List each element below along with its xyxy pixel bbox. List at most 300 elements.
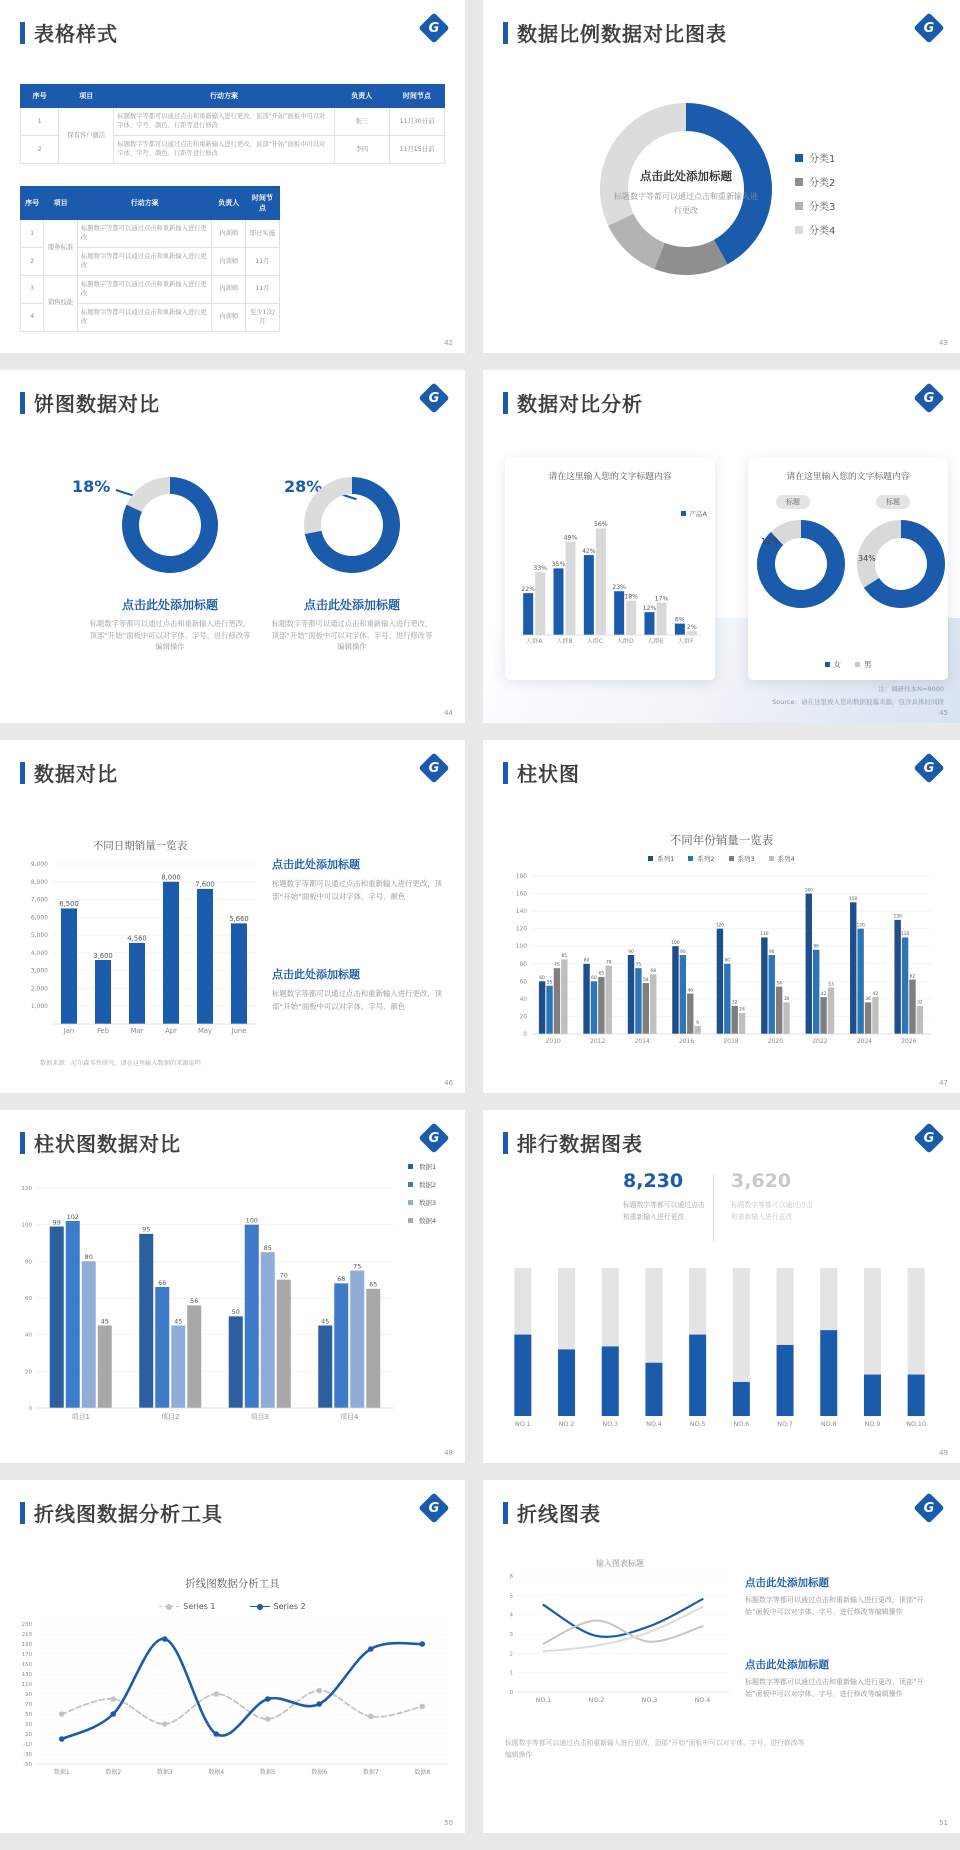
slide-table-styles[interactable] bbox=[0, 0, 465, 353]
slide-header bbox=[503, 758, 580, 787]
legend-item: 数据3 bbox=[408, 1198, 436, 1207]
stat-divider bbox=[713, 1174, 714, 1242]
svg-text:60: 60 bbox=[591, 976, 597, 982]
svg-text:项目3: 项目3 bbox=[250, 1413, 269, 1421]
legend-item: 女 bbox=[825, 659, 842, 670]
table-cell: 4 bbox=[21, 303, 44, 331]
svg-text:170: 170 bbox=[21, 1652, 32, 1658]
svg-text:2022: 2022 bbox=[812, 1038, 828, 1045]
slide-donut-ratio[interactable] bbox=[483, 0, 960, 353]
grouped-bar-chart bbox=[503, 870, 940, 1068]
slide-header bbox=[20, 1498, 223, 1527]
svg-text:NO.6: NO.6 bbox=[733, 1420, 750, 1428]
svg-text:58: 58 bbox=[643, 977, 649, 983]
svg-text:5,000: 5,000 bbox=[30, 932, 48, 940]
title-accent-bar bbox=[503, 392, 508, 414]
title-accent-bar bbox=[503, 1132, 508, 1154]
page-title: 柱状图 bbox=[517, 762, 580, 786]
svg-text:100: 100 bbox=[671, 941, 680, 947]
table-cell: 内训师 bbox=[212, 275, 246, 303]
table-cell: 至少1次/月 bbox=[246, 303, 280, 331]
svg-text:33%: 33% bbox=[533, 564, 548, 572]
svg-text:数据6: 数据6 bbox=[311, 1769, 328, 1776]
page-number: 45 bbox=[939, 709, 948, 717]
text-block-body-1: 标题数字等都可以通过点击和重新输入进行更改，顶部“开始”面板中可以对字体、字号，进行修改等编辑操作 bbox=[745, 1596, 924, 1616]
brand-logo-icon: G bbox=[419, 753, 449, 783]
svg-text:68: 68 bbox=[337, 1275, 346, 1284]
slide-header bbox=[503, 18, 727, 47]
line-chart bbox=[501, 1570, 739, 1718]
table-row bbox=[21, 275, 280, 303]
svg-text:5: 5 bbox=[509, 1593, 513, 1600]
svg-text:130: 130 bbox=[893, 914, 902, 920]
title-accent-bar bbox=[503, 22, 508, 44]
svg-text:120: 120 bbox=[515, 926, 527, 933]
text-block-heading-2: 点击此处添加标题 bbox=[745, 1659, 829, 1671]
svg-text:3: 3 bbox=[509, 1632, 513, 1638]
svg-text:36: 36 bbox=[783, 997, 790, 1003]
title-accent-bar bbox=[20, 762, 25, 784]
chart-title: 输入图表标题 bbox=[596, 1559, 644, 1568]
svg-text:8,000: 8,000 bbox=[161, 873, 181, 882]
table-header-cell: 时间节点 bbox=[246, 187, 280, 220]
text-block-heading-2: 点击此处添加标题 bbox=[272, 968, 360, 981]
text-block-heading-1: 点击此处添加标题 bbox=[745, 1577, 829, 1589]
svg-text:96: 96 bbox=[813, 944, 819, 950]
svg-text:75: 75 bbox=[554, 962, 560, 968]
svg-text:36: 36 bbox=[865, 997, 871, 1003]
line-chart bbox=[6, 1620, 458, 1792]
table-row bbox=[21, 220, 280, 248]
brand-logo-icon: G bbox=[914, 1123, 944, 1153]
svg-text:9: 9 bbox=[696, 1020, 700, 1026]
sample-note: 注：调研样本N=9000 bbox=[878, 685, 944, 693]
slide-data-analysis[interactable] bbox=[483, 370, 960, 723]
svg-text:90: 90 bbox=[768, 949, 775, 955]
svg-text:30: 30 bbox=[25, 1722, 32, 1728]
svg-text:2014: 2014 bbox=[634, 1038, 650, 1045]
slide-header bbox=[20, 18, 118, 47]
svg-text:78: 78 bbox=[605, 960, 612, 966]
title-accent-bar bbox=[20, 22, 25, 44]
svg-text:90: 90 bbox=[25, 1692, 32, 1698]
svg-text:110: 110 bbox=[760, 932, 769, 938]
svg-text:80: 80 bbox=[519, 961, 527, 968]
page-number: 49 bbox=[939, 1449, 948, 1457]
legend-item: 系列2 bbox=[688, 854, 714, 863]
svg-text:56%: 56% bbox=[593, 521, 608, 529]
pie-chart-2 bbox=[302, 475, 402, 575]
bar-legend bbox=[408, 1162, 436, 1234]
svg-text:人群A: 人群A bbox=[525, 638, 543, 645]
svg-text:46: 46 bbox=[687, 988, 694, 994]
svg-text:数据2: 数据2 bbox=[105, 1769, 122, 1776]
svg-text:人群E: 人群E bbox=[647, 638, 664, 645]
brand-logo-icon: G bbox=[914, 383, 944, 413]
table-header-cell: 序号 bbox=[21, 187, 44, 220]
page-number: 51 bbox=[939, 1819, 948, 1827]
grouped-bar-chart bbox=[10, 1174, 405, 1436]
page-number: 42 bbox=[444, 339, 453, 347]
svg-text:2010: 2010 bbox=[545, 1038, 561, 1045]
svg-text:3,600: 3,600 bbox=[93, 951, 113, 960]
legend-item: 系列1 bbox=[648, 854, 674, 863]
slide-year-sales[interactable] bbox=[483, 740, 960, 1093]
svg-text:160: 160 bbox=[515, 891, 527, 898]
pie-body-2: 标题数字等都可以通过点击和重新输入进行更改，顶部“开始”面板中可以对字体、字号、进行修改等编辑操作 bbox=[271, 619, 433, 652]
svg-text:0: 0 bbox=[509, 1690, 513, 1696]
table-cell: 标题数字等都可以通过点击和重新输入进行更改，顶部“开始”面板中可以对字体、字号、颜色、行距等进行修改 bbox=[114, 108, 334, 136]
table-cell: 即日实施 bbox=[246, 220, 280, 248]
donut-center-title: 点击此处添加标题 bbox=[640, 169, 732, 183]
pie-body-1: 标题数字等都可以通过点击和重新输入进行更改，顶部“开始”面板中可以对字体、字号、进行修改等编辑操作 bbox=[89, 619, 251, 652]
svg-text:6,500: 6,500 bbox=[59, 900, 79, 909]
svg-text:50: 50 bbox=[231, 1308, 240, 1317]
svg-text:100: 100 bbox=[515, 944, 527, 951]
svg-text:NO.1: NO.1 bbox=[515, 1420, 531, 1428]
page-number: 44 bbox=[444, 709, 453, 717]
chart-title: 折线图数据分析工具 bbox=[185, 1578, 280, 1590]
svg-text:人群F: 人群F bbox=[677, 638, 694, 645]
data-source-note: 数据来源：尼尔森零售研究，请在这里输入数据的来源说明 bbox=[40, 1060, 201, 1067]
svg-text:0: 0 bbox=[28, 1406, 32, 1412]
page-title: 折线图表 bbox=[517, 1502, 601, 1526]
gender-donut-1 bbox=[756, 519, 846, 609]
svg-text:160: 160 bbox=[804, 888, 813, 894]
svg-text:102: 102 bbox=[66, 1212, 79, 1221]
svg-text:18%: 18% bbox=[624, 593, 639, 601]
title-accent-bar bbox=[20, 1502, 25, 1524]
donut-value-label-1: 12% bbox=[761, 537, 779, 546]
svg-text:数据7: 数据7 bbox=[362, 1769, 379, 1776]
svg-text:70: 70 bbox=[279, 1271, 288, 1280]
stat-value-primary: 8,230 bbox=[623, 1170, 684, 1192]
svg-text:NO.2: NO.2 bbox=[588, 1696, 605, 1704]
brand-logo-icon: G bbox=[914, 1493, 944, 1523]
svg-text:2024: 2024 bbox=[856, 1038, 872, 1045]
table-header-cell: 序号 bbox=[21, 85, 59, 108]
donut-legend bbox=[795, 150, 835, 246]
donut-badge-2: 标题 bbox=[876, 495, 910, 509]
pie-chart-1 bbox=[120, 475, 220, 575]
page-title: 折线图数据分析工具 bbox=[34, 1502, 223, 1526]
svg-text:NO.4: NO.4 bbox=[646, 1420, 662, 1428]
pie-caption-2: 点击此处添加标题 bbox=[303, 598, 400, 612]
table-cell: 标题数字等都可以通过点击和重新输入进行更改 bbox=[77, 275, 212, 303]
svg-text:NO.5: NO.5 bbox=[689, 1420, 706, 1428]
title-accent-bar bbox=[503, 1502, 508, 1524]
svg-text:95: 95 bbox=[142, 1225, 151, 1234]
legend-item: 分类4 bbox=[795, 222, 835, 237]
svg-text:Feb: Feb bbox=[96, 1027, 110, 1035]
legend-item: 数据1 bbox=[408, 1162, 436, 1171]
text-block-heading-1: 点击此处添加标题 bbox=[272, 858, 360, 871]
svg-text:NO.3: NO.3 bbox=[641, 1696, 658, 1704]
table-header-cell: 行动方案 bbox=[114, 85, 334, 108]
table-cell: 1 bbox=[21, 108, 59, 136]
svg-text:56: 56 bbox=[190, 1297, 199, 1306]
page-title: 数据比例数据对比图表 bbox=[517, 22, 727, 46]
svg-text:45: 45 bbox=[174, 1317, 183, 1326]
table-cell: 标题数字等都可以通过点击和重新输入进行更改 bbox=[77, 247, 212, 275]
svg-text:2018: 2018 bbox=[723, 1038, 739, 1045]
table-cell: 销售技能 bbox=[44, 275, 78, 331]
svg-text:32: 32 bbox=[731, 1000, 738, 1006]
bar-legend bbox=[681, 509, 707, 518]
svg-text:100: 100 bbox=[21, 1222, 32, 1229]
svg-text:140: 140 bbox=[515, 909, 527, 916]
svg-text:24: 24 bbox=[739, 1007, 745, 1013]
svg-text:90: 90 bbox=[680, 949, 686, 955]
svg-text:32: 32 bbox=[917, 1000, 923, 1006]
svg-text:人群B: 人群B bbox=[556, 638, 573, 645]
svg-text:210: 210 bbox=[21, 1632, 32, 1638]
table-cell: 标题数字等都可以通过点击和重新输入进行更改 bbox=[77, 220, 212, 248]
svg-text:75: 75 bbox=[353, 1262, 362, 1271]
svg-text:42%: 42% bbox=[581, 547, 596, 555]
table-header-cell: 负责人 bbox=[212, 187, 246, 220]
legend-item: 数据2 bbox=[408, 1180, 436, 1189]
svg-text:23%: 23% bbox=[612, 584, 627, 592]
svg-text:120: 120 bbox=[715, 923, 725, 929]
page-title: 表格样式 bbox=[34, 22, 118, 46]
svg-text:人群C: 人群C bbox=[586, 638, 604, 645]
donut-center-subtitle: 标题数字等都可以通过点击和重新输入进行更改 bbox=[614, 192, 758, 216]
svg-text:80: 80 bbox=[24, 1259, 32, 1266]
svg-text:65: 65 bbox=[598, 971, 605, 977]
svg-text:49%: 49% bbox=[563, 534, 578, 542]
pie-percent-label-1: 18% bbox=[72, 477, 111, 496]
svg-text:NO.8: NO.8 bbox=[820, 1420, 837, 1428]
svg-text:22%: 22% bbox=[521, 585, 536, 593]
title-accent-bar bbox=[20, 392, 25, 414]
legend-item: 分类1 bbox=[795, 150, 835, 165]
pie-caption-1: 点击此处添加标题 bbox=[121, 598, 218, 612]
svg-text:40: 40 bbox=[24, 1332, 32, 1339]
text-block-body-2: 标题数字等都可以通过点击和重新输入进行更改，顶部“开始”面板中可以对字体、字号，进行修改等编辑操作 bbox=[745, 1678, 924, 1698]
page-title: 数据对比分析 bbox=[517, 392, 643, 416]
svg-text:-30: -30 bbox=[23, 1752, 32, 1758]
svg-text:130: 130 bbox=[21, 1672, 32, 1678]
page-title: 饼图数据对比 bbox=[34, 392, 160, 416]
text-block-body-2: 标题数字等都可以通过点击和重新输入进行更改，顶部“开始”面板中可以对字体、字号、颜色 bbox=[272, 989, 442, 1011]
svg-text:6: 6 bbox=[509, 1574, 513, 1580]
svg-text:2016: 2016 bbox=[678, 1038, 695, 1045]
slide-header bbox=[20, 758, 118, 787]
table-header-cell: 时间节点 bbox=[389, 85, 444, 108]
chart-title: 不同年份销量一览表 bbox=[669, 833, 774, 847]
svg-text:项目4: 项目4 bbox=[340, 1413, 359, 1421]
table-header-cell: 项目 bbox=[59, 85, 114, 108]
svg-text:4,560: 4,560 bbox=[127, 934, 147, 943]
svg-text:190: 190 bbox=[21, 1642, 32, 1648]
legend-item: 分类3 bbox=[795, 198, 835, 213]
svg-text:54: 54 bbox=[776, 981, 782, 987]
grouped-bar-chart bbox=[511, 487, 709, 655]
svg-text:85: 85 bbox=[263, 1243, 272, 1252]
svg-text:50: 50 bbox=[25, 1712, 32, 1718]
source-note: Source：请在这里放入您的数据披露来源，包含具体时间段 bbox=[772, 698, 944, 706]
table-cell: 服务标准 bbox=[44, 220, 78, 276]
svg-text:62: 62 bbox=[909, 974, 916, 980]
svg-text:10: 10 bbox=[25, 1732, 32, 1738]
table-cell: 内训师 bbox=[212, 303, 246, 331]
svg-text:2026: 2026 bbox=[901, 1038, 917, 1045]
svg-text:99: 99 bbox=[52, 1218, 61, 1227]
svg-text:3,000: 3,000 bbox=[30, 967, 48, 975]
svg-text:5,660: 5,660 bbox=[229, 915, 249, 924]
donut-center-text bbox=[611, 168, 761, 219]
svg-text:60: 60 bbox=[539, 976, 545, 982]
chart-title: 不同日期销量一览表 bbox=[92, 840, 188, 852]
svg-text:项目1: 项目1 bbox=[71, 1413, 90, 1421]
svg-text:100: 100 bbox=[245, 1216, 258, 1225]
svg-text:110: 110 bbox=[21, 1682, 32, 1688]
svg-text:70: 70 bbox=[25, 1702, 32, 1708]
svg-text:40: 40 bbox=[519, 996, 527, 1003]
table-cell: 11月 bbox=[246, 247, 280, 275]
svg-text:1: 1 bbox=[509, 1670, 513, 1677]
gender-donut-2 bbox=[856, 519, 946, 609]
svg-text:2%: 2% bbox=[686, 623, 697, 631]
svg-text:150: 150 bbox=[849, 897, 858, 903]
action-plan-table-2 bbox=[20, 186, 280, 332]
slide-pie-compare[interactable] bbox=[0, 370, 465, 723]
slide-header bbox=[503, 1498, 601, 1527]
page-number: 47 bbox=[939, 1079, 948, 1087]
svg-text:-10: -10 bbox=[23, 1742, 32, 1748]
svg-text:6,000: 6,000 bbox=[30, 914, 48, 922]
svg-text:68: 68 bbox=[650, 969, 657, 975]
svg-text:12%: 12% bbox=[642, 604, 657, 612]
svg-text:20: 20 bbox=[519, 1014, 527, 1021]
svg-text:数据5: 数据5 bbox=[259, 1769, 276, 1776]
table-cell: 11月 bbox=[246, 275, 280, 303]
svg-text:2: 2 bbox=[509, 1651, 513, 1658]
table-header-cell: 行动方案 bbox=[77, 187, 212, 220]
svg-text:Mar: Mar bbox=[130, 1027, 144, 1035]
table-cell: 李四 bbox=[334, 135, 389, 163]
svg-text:9,000: 9,000 bbox=[30, 861, 48, 868]
svg-text:数据4: 数据4 bbox=[208, 1769, 225, 1776]
pie-percent-label-2: 28% bbox=[284, 477, 323, 496]
svg-text:66: 66 bbox=[158, 1278, 167, 1287]
table-cell: 2 bbox=[21, 135, 59, 163]
svg-text:150: 150 bbox=[21, 1662, 32, 1668]
svg-text:1,000: 1,000 bbox=[30, 1003, 48, 1011]
slide-header bbox=[20, 1128, 181, 1157]
svg-text:80: 80 bbox=[583, 958, 590, 964]
brand-logo-icon: G bbox=[914, 13, 944, 43]
svg-text:Jan: Jan bbox=[63, 1027, 75, 1035]
table-cell: 11月15日前 bbox=[389, 135, 444, 163]
table-cell: 11月30日前 bbox=[389, 108, 444, 136]
legend-item: 男 bbox=[855, 659, 872, 670]
slide-ranking[interactable] bbox=[483, 1110, 960, 1463]
svg-text:人群D: 人群D bbox=[616, 638, 634, 645]
svg-text:NO.4: NO.4 bbox=[694, 1696, 711, 1704]
svg-text:NO.3: NO.3 bbox=[602, 1420, 619, 1428]
svg-text:数据1: 数据1 bbox=[53, 1769, 70, 1776]
svg-text:17%: 17% bbox=[654, 595, 669, 603]
brand-logo-icon: G bbox=[914, 753, 944, 783]
svg-text:45: 45 bbox=[321, 1317, 330, 1326]
page-number: 43 bbox=[939, 339, 948, 347]
table-cell: 内训师 bbox=[212, 220, 246, 248]
svg-text:4: 4 bbox=[509, 1612, 513, 1619]
stat-body-secondary: 标题数字等都可以通过点击和重新输入进行更改 bbox=[731, 1201, 813, 1221]
svg-text:55: 55 bbox=[546, 980, 553, 986]
slide-line-chart[interactable] bbox=[483, 1480, 960, 1833]
svg-text:NO.7: NO.7 bbox=[777, 1420, 793, 1428]
svg-text:2012: 2012 bbox=[590, 1038, 606, 1045]
donut-badge-1: 标题 bbox=[776, 495, 810, 509]
page-title: 排行数据图表 bbox=[517, 1132, 643, 1156]
legend-item: Series 2 bbox=[250, 1602, 306, 1611]
svg-text:4,000: 4,000 bbox=[30, 949, 48, 957]
slide-header bbox=[503, 1128, 643, 1157]
svg-text:NO.1: NO.1 bbox=[535, 1696, 552, 1704]
svg-text:120: 120 bbox=[856, 923, 865, 929]
legend-item: 产品A bbox=[681, 509, 707, 518]
page-number: 48 bbox=[444, 1449, 453, 1457]
svg-text:75: 75 bbox=[635, 962, 642, 968]
svg-text:180: 180 bbox=[515, 874, 527, 880]
slide-line-tool[interactable] bbox=[0, 1480, 465, 1833]
table-cell: 保有客户激活 bbox=[59, 108, 114, 164]
svg-text:110: 110 bbox=[900, 932, 910, 938]
svg-text:6%: 6% bbox=[674, 616, 685, 624]
donut-value-label-2: 34% bbox=[858, 554, 876, 563]
page-title: 柱状图数据对比 bbox=[34, 1132, 181, 1156]
bar-legend bbox=[483, 854, 960, 863]
table-header-cell: 负责人 bbox=[334, 85, 389, 108]
slide-bar-compare[interactable] bbox=[0, 1110, 465, 1463]
svg-text:90: 90 bbox=[628, 949, 634, 955]
slide-date-sales[interactable] bbox=[0, 740, 465, 1093]
action-plan-table-1 bbox=[20, 84, 445, 164]
svg-text:-50: -50 bbox=[23, 1762, 32, 1768]
svg-text:数据8: 数据8 bbox=[414, 1769, 431, 1776]
svg-text:45: 45 bbox=[100, 1317, 109, 1326]
legend-item: 系列3 bbox=[729, 854, 755, 863]
svg-text:7,000: 7,000 bbox=[30, 896, 48, 904]
svg-text:35%: 35% bbox=[551, 561, 566, 569]
table-row bbox=[21, 108, 445, 136]
svg-text:60: 60 bbox=[519, 979, 527, 986]
svg-text:230: 230 bbox=[21, 1622, 32, 1628]
legend-item: 分类2 bbox=[795, 174, 835, 189]
analysis-card-bar bbox=[505, 457, 715, 680]
title-accent-bar bbox=[20, 1132, 25, 1154]
legend-item: 系列4 bbox=[769, 854, 795, 863]
svg-text:2,000: 2,000 bbox=[30, 985, 48, 993]
slide-header bbox=[20, 388, 160, 417]
svg-text:80: 80 bbox=[724, 958, 731, 964]
svg-text:数据3: 数据3 bbox=[156, 1769, 173, 1776]
text-block-body-1: 标题数字等都可以通过点击和重新输入进行更改，顶部“开始”面板中可以对字体、字号、颜色 bbox=[272, 879, 442, 901]
svg-text:80: 80 bbox=[84, 1253, 93, 1262]
card-heading: 请在这里输入您的文字标题内容 bbox=[786, 472, 910, 482]
svg-text:NO.10: NO.10 bbox=[906, 1420, 927, 1428]
slide-header bbox=[503, 388, 643, 417]
table-cell: 3 bbox=[21, 275, 44, 303]
svg-text:0: 0 bbox=[523, 1032, 527, 1038]
legend-item: Series 1 bbox=[159, 1602, 215, 1611]
card-heading: 请在这里输入您的文字标题内容 bbox=[548, 472, 672, 482]
svg-text:Apr: Apr bbox=[165, 1027, 177, 1035]
svg-text:NO.9: NO.9 bbox=[864, 1420, 881, 1428]
